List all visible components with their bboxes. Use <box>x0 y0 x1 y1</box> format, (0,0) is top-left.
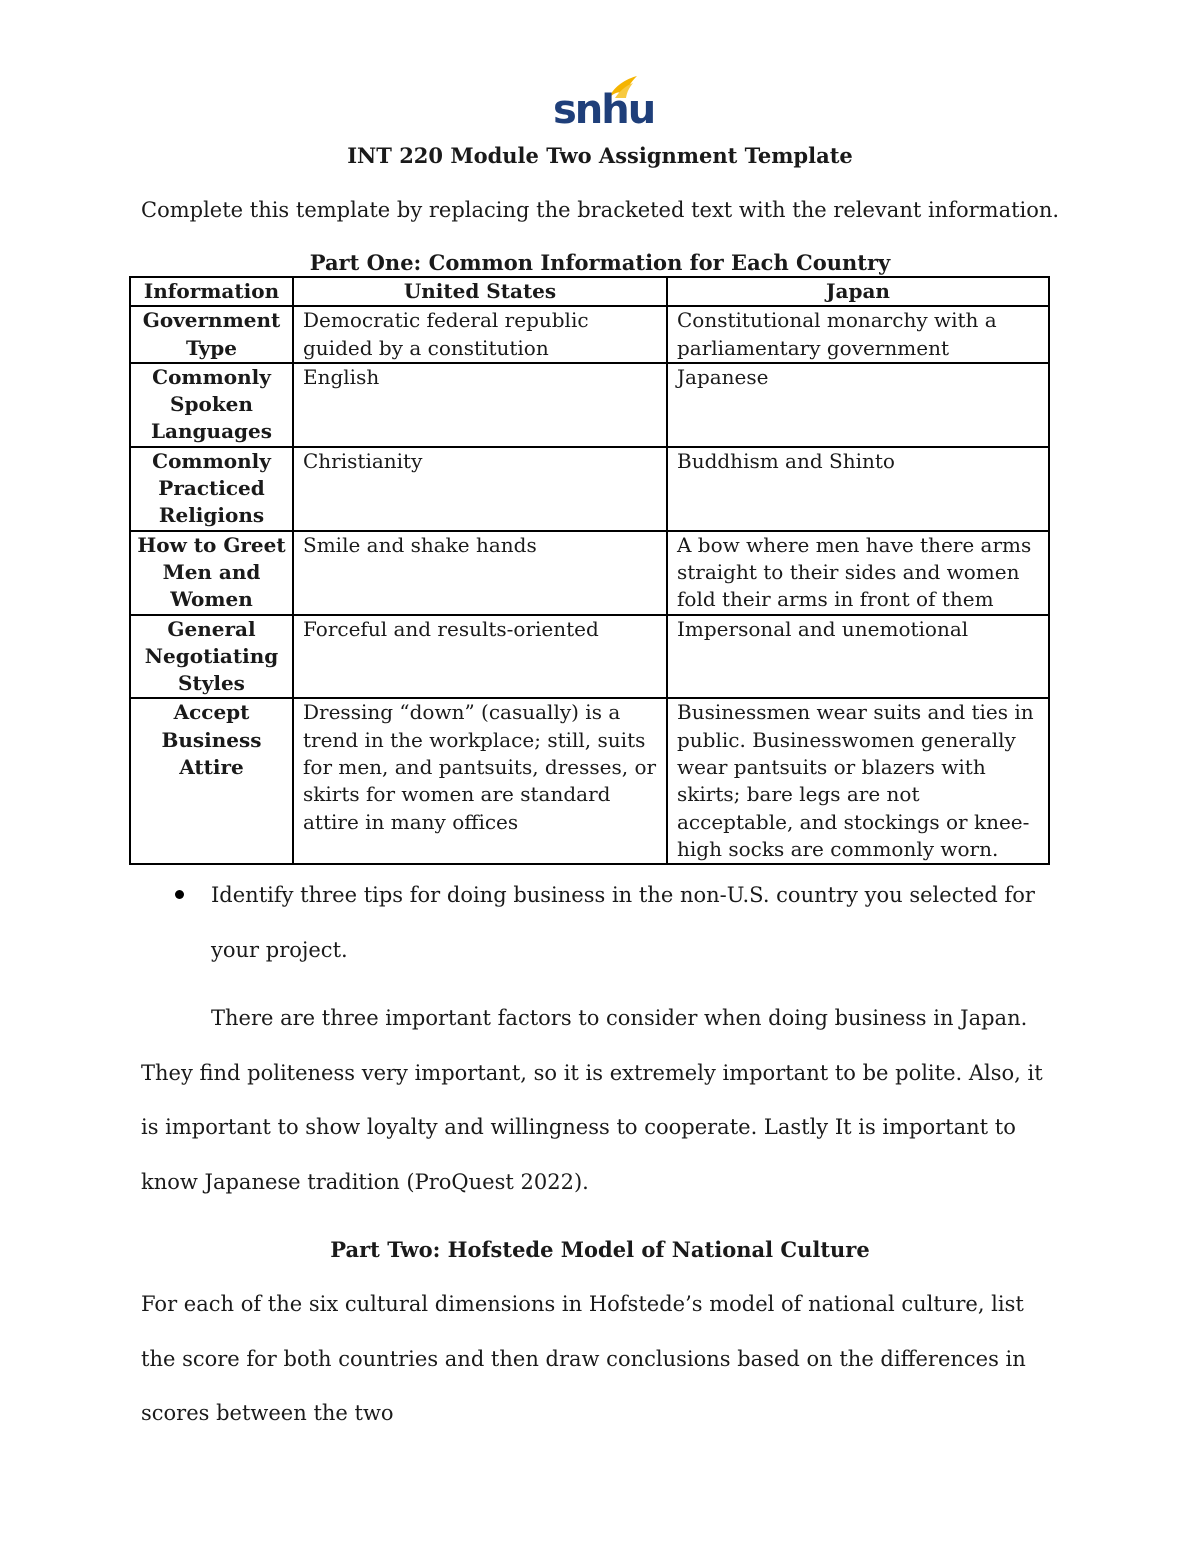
part-two-intro: For each of the six cultural dimensions in Hofstede’s model of national culture, list the score for both countries and then draw conclusions based on the differences in scores between the two <box>141 1292 1026 1425</box>
bullet-point-icon <box>175 890 184 899</box>
table-row <box>130 363 1049 447</box>
snhu-logo <box>553 74 655 133</box>
row-label: General Negotiating Styles <box>130 615 293 699</box>
row-label: Commonly Spoken Languages <box>130 363 293 447</box>
japan-cell: A bow where men have there arms straight to their sides and women fold their arms in front of them <box>667 531 1049 615</box>
country-info-table <box>129 276 1050 865</box>
row-label: Government Type <box>130 306 293 363</box>
header-united-states: United States <box>293 277 667 306</box>
us-cell: English <box>293 363 667 447</box>
table-header-row <box>130 277 1049 306</box>
table-row <box>130 447 1049 531</box>
part-two-title: Part Two: Hofstede Model of National Culture <box>330 1237 870 1262</box>
us-cell: Smile and shake hands <box>293 531 667 615</box>
japan-cell: Buddhism and Shinto <box>667 447 1049 531</box>
table-row <box>130 531 1049 615</box>
table-row <box>130 698 1049 864</box>
japan-cell: Japanese <box>667 363 1049 447</box>
header-information: Information <box>130 277 293 306</box>
us-cell: Dressing “down” (casually) is a trend in the workplace; still, suits for men, and pantsuits, dresses, or skirts for women are standard attire in many offices <box>293 698 667 864</box>
japan-cell: Constitutional monarchy with a parliamentary government <box>667 306 1049 363</box>
table-row <box>130 306 1049 363</box>
business-tips-paragraph: There are three important factors to consider when doing business in Japan. They find politeness very important, so it is extremely important to be polite. Also, it is important to show loyalty and willingness to cooperate. Lastly It is important to know Japanese tradition (ProQuest 2022). <box>141 1006 1043 1194</box>
header-japan: Japan <box>667 277 1049 306</box>
table-row <box>130 615 1049 699</box>
us-cell: Christianity <box>293 447 667 531</box>
row-label: Commonly Practiced Religions <box>130 447 293 531</box>
instructions-text: Complete this template by replacing the bracketed text with the relevant information. <box>141 198 1060 222</box>
document-title: INT 220 Module Two Assignment Template <box>347 143 853 168</box>
logo-wordmark: snhu <box>553 87 655 133</box>
japan-cell: Businessmen wear suits and ties in public. Businesswomen generally wear pantsuits or blazers with skirts; bare legs are not acceptable, and stockings or knee-high socks are commonly worn. <box>667 698 1049 864</box>
part-one-title: Part One: Common Information for Each Country <box>309 250 891 275</box>
japan-cell: Impersonal and unemotional <box>667 615 1049 699</box>
row-label: Accept Business Attire <box>130 698 293 864</box>
us-cell: Forceful and results-oriented <box>293 615 667 699</box>
bullet-prompt: Identify three tips for doing business in the non-U.S. country you selected for your project. <box>211 883 1035 962</box>
us-cell: Democratic federal republic guided by a constitution <box>293 306 667 363</box>
row-label: How to Greet Men and Women <box>130 531 293 615</box>
